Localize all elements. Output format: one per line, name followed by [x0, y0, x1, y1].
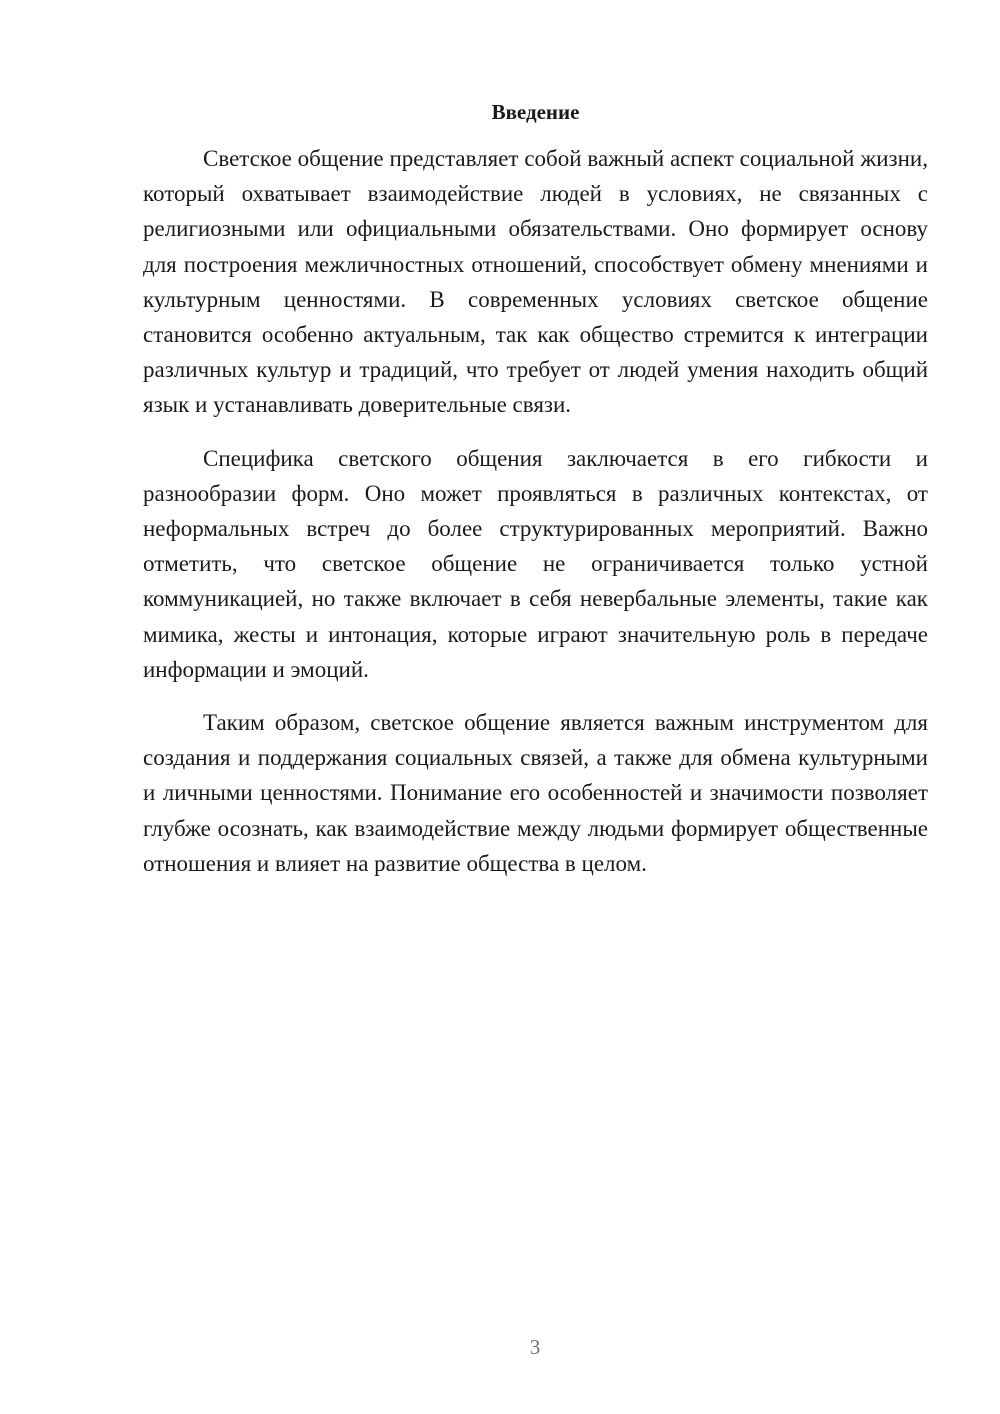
body-text [143, 141, 928, 899]
paragraph-1: Светское общение представляет собой важный аспект социальной жизни, который охватывает взаимодействие людей в условиях, не связанных с религиозными или официальными обязательствами. Оно формирует основу для построения межличностных отношений, способствует обмену мнениями и культурным ценностями. В современных условиях светское общение становится особенно актуальным, так как общество стремится к интеграции различных культур и традиций, что требует от людей умения находить общий язык и устанавливать доверительные связи. [143, 146, 928, 418]
page-title: Введение [491, 100, 580, 124]
page-number: 3 [529, 1335, 541, 1359]
paragraph-3: Таким образом, светское общение является важным инструментом для создания и поддержания социальных связей, а также для обмена культурными и личными ценностями. Понимание его особенностей и значимости позволяет глубже осознать, как взаимодействие между людьми формирует общественные отношения и влияет на развитие общества в целом. [143, 710, 928, 876]
paragraph-2: Специфика светского общения заключается в его гибкости и разнообразии форм. Оно может проявляться в различных контекстах, от неформальных встреч до более структурированных мероприятий. Важно отметить, что светское общение не ограничивается только устной коммуникацией, но также включает в себя невербальные элементы, такие как мимика, жесты и интонация, которые играют значительную роль в передаче информации и эмоций. [143, 445, 928, 682]
